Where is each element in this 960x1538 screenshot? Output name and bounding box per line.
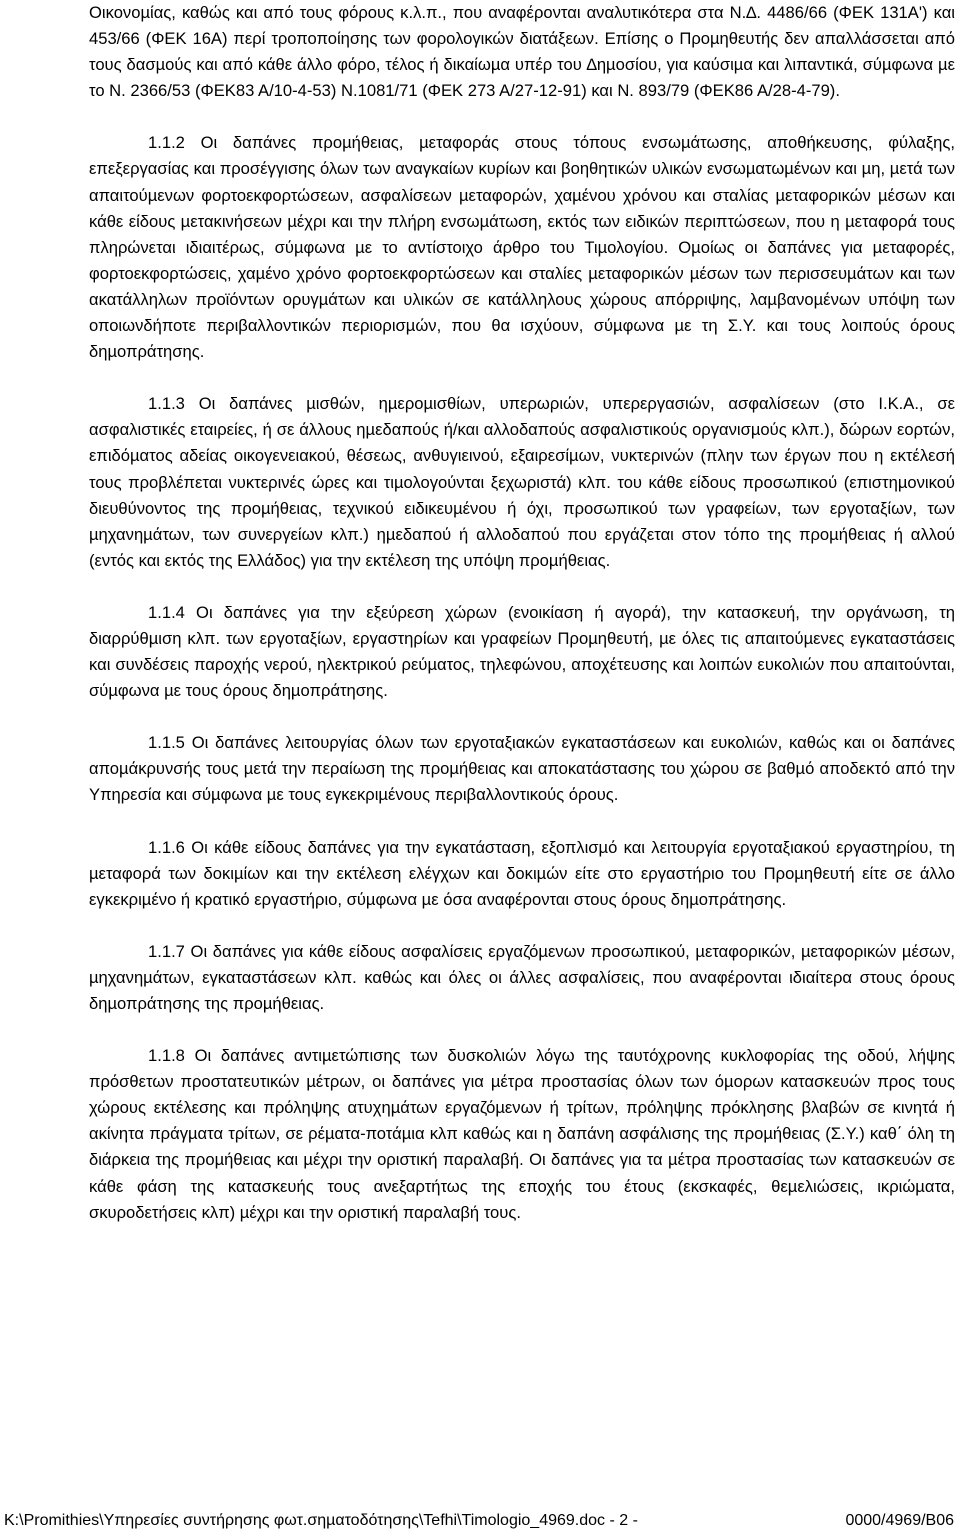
document-body — [89, 0, 955, 1226]
paragraph-1-1-2: 1.1.2 Οι δαπάνες προµήθειας, µεταφοράς στους τόπους ενσωµάτωσης, αποθήκευσης, φύλαξης, επεξεργασίας και προσέγγισης όλων των αναγκαίων κυρίων και βοηθητικών υλικών ενσωµατωµένων και µη, µετά των απαιτούµενων φορτοεκφορτώσεων, ασφαλίσεων µεταφορών, χαµένου χρόνου και σταλίας µεταφορικών µέσων και κάθε είδους µετακινήσεων µέχρι και την πλήρη ενσωµάτωση, εκτός των ειδικών περιπτώσεων, που η µεταφορά τους πληρώνεται ιδιαιτέρως, σύµφωνα µε το αντίστοιχο άρθρο του Τιµολογίου. Οµοίως οι δαπάνες για µεταφορές, φορτοεκφορτώσεις, χαµένο χρόνο φορτοεκφορτώσεων και σταλίες µεταφορικών µέσων των περισσευµάτων και των ακατάλληλων προϊόντων ορυγµάτων και υλικών σε κατάλληλους χώρους απόρριψης, λαµβανοµένων υπόψη των οποιωνδήποτε περιβαλλοντικών περιορισµών, που θα ισχύουν, σύµφωνα µε τη Σ.Υ. και τους λοιπούς όρους δηµοπράτησης. — [89, 133, 955, 362]
footer-document-code: 0000/4969/B06 — [845, 1512, 954, 1529]
paragraph-1-1-7: 1.1.7 Οι δαπάνες για κάθε είδους ασφαλίσεις εργαζόµενων προσωπικού, µεταφορικών, µεταφορικών µέσων, µηχανηµάτων, εγκαταστάσεων κλπ. καθώς και όλες οι άλλες ασφαλίσεις, που αναφέρονται ιδιαίτερα στους όρους δηµοπράτησης της προµήθειας. — [89, 941, 955, 1013]
footer-file-path: K:\Promithies\Υπηρεσίες συντήρησης φωτ.σηµατοδότησης\Tefhi\Timologio_4969.doc - 2 - — [4, 1512, 638, 1529]
paragraph-1-1-4: 1.1.4 Οι δαπάνες για την εξεύρεση χώρων (ενοικίαση ή αγορά), την κατασκευή, την οργάνωση, τη διαρρύθµιση κλπ. των εργοταξίων, εργαστηρίων και γραφείων Προµηθευτή, µε όλες τις απαιτούµενες εγκαταστάσεις και συνδέσεις παροχής νερού, ηλεκτρικού ρεύµατος, τηλεφώνου, αποχέτευσης και λοιπών ευκολιών που απαιτούνται, σύµφωνα µε τους όρους δηµοπράτησης. — [89, 602, 955, 701]
paragraph-intro: Οικονοµίας, καθώς και από τους φόρους κ.λ.π., που αναφέρονται αναλυτικότερα στα Ν.∆. 4486/66 (ΦΕΚ 131Α') και 453/66 (ΦΕΚ 16Α) περί τροποποίησης των φορολογικών διατάξεων. Επίσης ο Προµηθευτής δεν απαλλάσσεται από τους δασµούς και από κάθε άλλο φόρο, τέλος ή δικαίωµα υπέρ του ∆ηµοσίου, για καύσιµα και λιπαντικά, σύµφωνα µε το Ν. 2366/53 (ΦΕΚ83 Α/10-4-53) Ν.1081/71 (ΦΕΚ 273 Α/27-12-91) και Ν. 893/79 (ΦΕΚ86 Α/28-4-79). — [89, 3, 955, 101]
paragraph-1-1-6: 1.1.6 Οι κάθε είδους δαπάνες για την εγκατάσταση, εξοπλισµό και λειτουργία εργοταξιακού εργαστηρίου, τη µεταφορά των δοκιµίων και την εκτέλεση ελέγχων και δοκιµών είτε στο εργαστήριο του Προµηθευτή είτε σε άλλο εγκεκριµένο ή κρατικό εργαστήριο, σύµφωνα µε όσα αναφέρονται στους όρους δηµοπράτησης. — [89, 837, 955, 909]
paragraph-1-1-5: 1.1.5 Οι δαπάνες λειτουργίας όλων των εργοταξιακών εγκαταστάσεων και ευκολιών, καθώς και οι δαπάνες αποµάκρυνσής τους µετά την περαίωση της προµήθειας και αποκατάστασης του χώρου σε βαθµό αποδεκτό από την Υπηρεσία και σύµφωνα µε τους εγκεκριµένους περιβαλλοντικούς όρους. — [89, 733, 955, 805]
page-footer — [4, 1511, 954, 1531]
paragraph-1-1-3: 1.1.3 Οι δαπάνες µισθών, ηµεροµισθίων, υπερωριών, υπερεργασιών, ασφαλίσεων (στο Ι.Κ.Α., σε ασφαλιστικές εταιρείες, ή σε άλλους ηµεδαπούς ή/και αλλοδαπούς ασφαλιστικούς οργανισµούς κλπ.), δώρων εορτών, επιδόµατος αδείας οικογενειακού, θέσεως, ανθυγιεινού, εξαιρεσίµων, νυκτερινών (πλην των έργων που η εκτέλεσή τους προβλέπεται νυκτερινές ώρες και τιµολογούνται ξεχωριστά) κλπ. του κάθε είδους προσωπικού (επιστηµονικού διευθύνοντος της προµήθειας, τεχνικού ειδικευµένου ή όχι, προσωπικού των γραφείων, των εργοταξίων, των µηχανηµάτων, των συνεργείων κλπ.) ηµεδαπού ή αλλοδαπού που εργάζεται στον τόπο της προµήθειας ή αλλού (εντός και εκτός της Ελλάδος) για την εκτέλεση της υπόψη προµήθειας. — [89, 394, 955, 570]
paragraph-1-1-8: 1.1.8 Οι δαπάνες αντιµετώπισης των δυσκολιών λόγω της ταυτόχρονης κυκλοφορίας της οδού, λήψης πρόσθετων προστατευτικών µέτρων, οι δαπάνες για µέτρα προστασίας όλων των όµορων κατασκευών προς τους χώρους εκτέλεσης και πρόληψης ατυχηµάτων εργαζόµενων ή τρίτων, πρόληψης πρόκλησης βλαβών σε κινητά ή ακίνητα πράγµατα τρίτων, σε ρέµατα-ποτάµια κλπ καθώς και η δαπάνη ασφάλισης της προµήθειας (Σ.Υ.) καθ΄ όλη τη διάρκεια της προµήθειας και µέχρι την οριστική παραλαβή. Οι δαπάνες για τα µέτρα προστασίας των κατασκευών σε κάθε φάση της κατασκευής τους ανεξαρτήτως της εποχής του έτους (εκσκαφές, θεµελιώσεις, ικριώµατα, σκυροδετήσεις κλπ) µέχρι και την οριστική παραλαβή τους. — [89, 1046, 955, 1222]
